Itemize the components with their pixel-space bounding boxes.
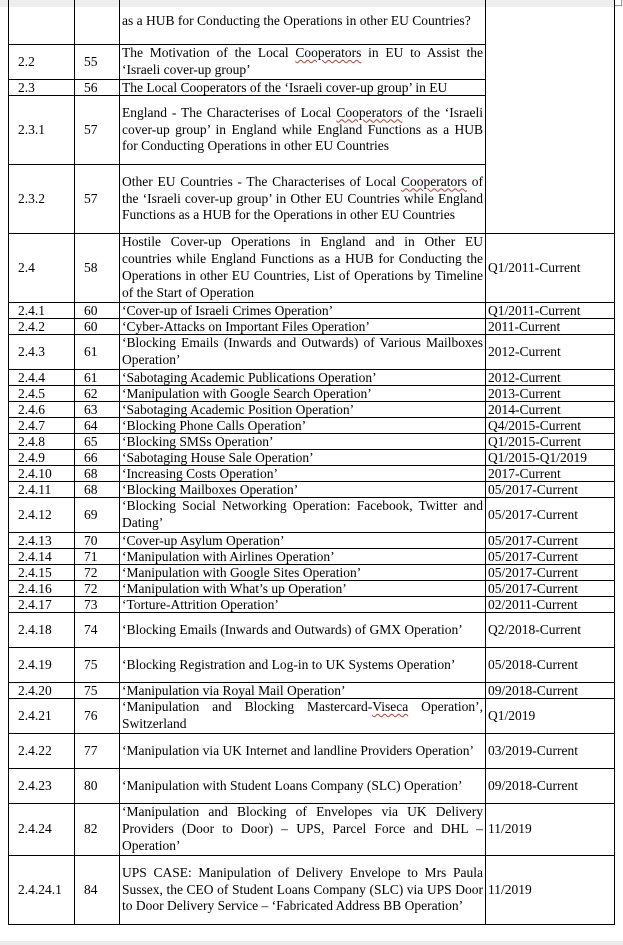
section-title: The Local Cooperators of the ‘Israeli cover-up group’ in EU bbox=[120, 80, 486, 96]
table-row bbox=[9, 434, 615, 450]
section-number: 2.4.10 bbox=[9, 466, 75, 482]
section-title: ‘Manipulation with What’s up Operation’ bbox=[120, 581, 486, 597]
section-number: 2.4.17 bbox=[9, 597, 75, 613]
section-number: 2.4.19 bbox=[9, 648, 75, 683]
page-number: 57 bbox=[75, 96, 120, 165]
section-title: ‘Manipulation and Blocking Mastercard-Viseca Operation’, Switzerland bbox=[120, 699, 486, 734]
section-title: ‘Blocking Phone Calls Operation’ bbox=[120, 418, 486, 434]
timeline-cell: 05/2017-Current bbox=[486, 549, 615, 565]
timeline-cell: 11/2019 bbox=[486, 804, 615, 856]
timeline-cell: Q4/2015-Current bbox=[486, 418, 615, 434]
table-row bbox=[9, 466, 615, 482]
section-number: 2.4.16 bbox=[9, 581, 75, 597]
section-number: 2.4.14 bbox=[9, 549, 75, 565]
section-number: 2.4.23 bbox=[9, 769, 75, 804]
page-number: 65 bbox=[75, 434, 120, 450]
section-number: 2.4.8 bbox=[9, 434, 75, 450]
spellcheck-mark: Cooperators bbox=[180, 80, 247, 95]
section-title: ‘Cyber-Attacks on Important Files Operation’ bbox=[120, 319, 486, 335]
section-number: 2.4.7 bbox=[9, 418, 75, 434]
spellcheck-mark: Cooperators bbox=[336, 104, 403, 120]
page-number: 55 bbox=[75, 45, 120, 80]
page-number: 60 bbox=[75, 319, 120, 335]
page-number: 61 bbox=[75, 335, 120, 370]
table-row bbox=[9, 699, 615, 734]
table-row bbox=[9, 549, 615, 565]
section-number: 2.4.24 bbox=[9, 804, 75, 856]
timeline-cell: Q1/2019 bbox=[486, 699, 615, 734]
section-number: 2.4.12 bbox=[9, 498, 75, 533]
section-title: Other EU Countries - The Characterises of Local Cooperators of the ‘Israeli cover-up group’ in Other EU Countries while England Functions as a HUB for the Operations in other EU Countries bbox=[120, 165, 486, 234]
spellcheck-mark: Cooperators bbox=[401, 173, 468, 189]
timeline-cell: 2011-Current bbox=[486, 319, 615, 335]
section-number: 2.4.3 bbox=[9, 335, 75, 370]
section-number: 2.2 bbox=[9, 45, 75, 80]
table-row bbox=[9, 648, 615, 683]
table-row bbox=[9, 370, 615, 386]
page-number: 70 bbox=[75, 533, 120, 549]
timeline-cell bbox=[486, 0, 615, 234]
section-title: ‘Cover-up of Israeli Crimes Operation’ bbox=[120, 303, 486, 319]
table-row bbox=[9, 683, 615, 699]
timeline-cell: 03/2019-Current bbox=[486, 734, 615, 769]
table-row bbox=[9, 769, 615, 804]
page-number: 73 bbox=[75, 597, 120, 613]
timeline-cell: 2012-Current bbox=[486, 370, 615, 386]
timeline-cell: 09/2018-Current bbox=[486, 683, 615, 699]
section-title: UPS CASE: Manipulation of Delivery Envelope to Mrs Paula Sussex, the CEO of Student Loans Company (SLC) via UPS Door to Door Delivery Service – ‘Fabricated Address BB Operation’ bbox=[120, 856, 486, 925]
page-number: 84 bbox=[75, 856, 120, 925]
section-title: England - The Characterises of Local Cooperators of the ‘Israeli cover-up group’ in England while England Functions as a HUB for Conducting Operations in other EU Countries bbox=[120, 96, 486, 165]
section-title: ‘Blocking Social Networking Operation: Facebook, Twitter and Dating’ bbox=[120, 498, 486, 533]
section-title: ‘Blocking SMSs Operation’ bbox=[120, 434, 486, 450]
table-row bbox=[9, 533, 615, 549]
section-title: ‘Manipulation with Airlines Operation’ bbox=[120, 549, 486, 565]
table-row bbox=[9, 565, 615, 581]
section-number: 2.4.4 bbox=[9, 370, 75, 386]
section-title: ‘Cover-up Asylum Operation’ bbox=[120, 533, 486, 549]
table-row bbox=[9, 335, 615, 370]
table-row bbox=[9, 804, 615, 856]
page-number: 75 bbox=[75, 648, 120, 683]
section-number: 2.4.15 bbox=[9, 565, 75, 581]
page-number: 72 bbox=[75, 565, 120, 581]
timeline-cell: 2014-Current bbox=[486, 402, 615, 418]
section-title: ‘Blocking Registration and Log-in to UK Systems Operation’ bbox=[120, 648, 486, 683]
section-title: ‘Sabotaging House Sale Operation’ bbox=[120, 450, 486, 466]
contents-table-body bbox=[9, 0, 615, 925]
table-row bbox=[9, 597, 615, 613]
table-row bbox=[9, 450, 615, 466]
page-number: 61 bbox=[75, 370, 120, 386]
section-title: ‘Blocking Emails (Inwards and Outwards) of GMX Operation’ bbox=[120, 613, 486, 648]
section-title: The Motivation of the Local Cooperators in EU to Assist the ‘Israeli cover-up group’ bbox=[120, 45, 486, 80]
table-row bbox=[9, 613, 615, 648]
section-number: 2.3.2 bbox=[9, 165, 75, 234]
section-title: ‘Manipulation with Google Sites Operation’ bbox=[120, 565, 486, 581]
table-row bbox=[9, 386, 615, 402]
table-row bbox=[9, 734, 615, 769]
timeline-cell: Q1/2011-Current bbox=[486, 303, 615, 319]
section-number: 2.4.20 bbox=[9, 683, 75, 699]
timeline-cell: 05/2017-Current bbox=[486, 482, 615, 498]
section-title: ‘Increasing Costs Operation’ bbox=[120, 466, 486, 482]
section-number: 2.4.11 bbox=[9, 482, 75, 498]
timeline-cell: 2013-Current bbox=[486, 386, 615, 402]
timeline-cell: 02/2011-Current bbox=[486, 597, 615, 613]
table-row bbox=[9, 0, 615, 45]
timeline-cell: 05/2017-Current bbox=[486, 565, 615, 581]
spellcheck-mark: Viseca bbox=[372, 699, 409, 715]
section-title: Hostile Cover-up Operations in England and in Other EU countries while England Functions as a HUB for Conducting the Operations in other EU Countries, List of Operations by Timeline of the Start of Operation bbox=[120, 234, 486, 303]
page-number bbox=[75, 0, 120, 45]
page-number: 72 bbox=[75, 581, 120, 597]
section-number: 2.3 bbox=[9, 80, 75, 96]
section-number: 2.4.6 bbox=[9, 402, 75, 418]
timeline-cell: Q1/2015-Q1/2019 bbox=[486, 450, 615, 466]
contents-table bbox=[8, 0, 615, 925]
section-title: ‘Manipulation and Blocking of Envelopes via UK Delivery Providers (Door to Door) – UPS, Parcel Force and DHL – Operation’ bbox=[120, 804, 486, 856]
section-title: ‘Blocking Mailboxes Operation’ bbox=[120, 482, 486, 498]
timeline-cell: 09/2018-Current bbox=[486, 769, 615, 804]
page-number: 75 bbox=[75, 683, 120, 699]
section-title: ‘Manipulation via UK Internet and landline Providers Operation’ bbox=[120, 734, 486, 769]
timeline-cell: Q1/2015-Current bbox=[486, 434, 615, 450]
page-number: 74 bbox=[75, 613, 120, 648]
table-row bbox=[9, 482, 615, 498]
section-title: ‘Sabotaging Academic Publications Operation’ bbox=[120, 370, 486, 386]
table-row bbox=[9, 498, 615, 533]
page-number: 62 bbox=[75, 386, 120, 402]
page-number: 63 bbox=[75, 402, 120, 418]
table-row bbox=[9, 581, 615, 597]
table-row bbox=[9, 418, 615, 434]
section-title: ‘Blocking Emails (Inwards and Outwards) of Various Mailboxes Operation’ bbox=[120, 335, 486, 370]
spellcheck-mark: Cooperators bbox=[295, 45, 362, 61]
table-row bbox=[9, 234, 615, 303]
section-number: 2.4 bbox=[9, 234, 75, 303]
section-number: 2.3.1 bbox=[9, 96, 75, 165]
timeline-cell: 05/2017-Current bbox=[486, 498, 615, 533]
section-number: 2.4.21 bbox=[9, 699, 75, 734]
page-number: 82 bbox=[75, 804, 120, 856]
section-number: 2.4.2 bbox=[9, 319, 75, 335]
section-title: ‘Torture-Attrition Operation’ bbox=[120, 597, 486, 613]
page-number: 57 bbox=[75, 165, 120, 234]
timeline-cell: 05/2018-Current bbox=[486, 648, 615, 683]
section-number: 2.4.5 bbox=[9, 386, 75, 402]
page-number: 60 bbox=[75, 303, 120, 319]
timeline-cell: 2012-Current bbox=[486, 335, 615, 370]
window-bottom-edge bbox=[0, 941, 623, 945]
section-number: 2.4.13 bbox=[9, 533, 75, 549]
section-number: 2.4.24.1 bbox=[9, 856, 75, 925]
table-row bbox=[9, 856, 615, 925]
section-number: 2.4.9 bbox=[9, 450, 75, 466]
table-row bbox=[9, 402, 615, 418]
page-number: 66 bbox=[75, 450, 120, 466]
timeline-cell: Q1/2011-Current bbox=[486, 234, 615, 303]
page-number: 71 bbox=[75, 549, 120, 565]
section-title: ‘Manipulation with Google Search Operation’ bbox=[120, 386, 486, 402]
section-title: ‘Manipulation via Royal Mail Operation’ bbox=[120, 683, 486, 699]
timeline-cell: Q2/2018-Current bbox=[486, 613, 615, 648]
section-number: 2.4.1 bbox=[9, 303, 75, 319]
timeline-cell: 11/2019 bbox=[486, 856, 615, 925]
page-number: 69 bbox=[75, 498, 120, 533]
page-number: 58 bbox=[75, 234, 120, 303]
resize-handle-icon[interactable] bbox=[614, 0, 622, 6]
page-number: 68 bbox=[75, 466, 120, 482]
section-title: ‘Sabotaging Academic Position Operation’ bbox=[120, 402, 486, 418]
table-row bbox=[9, 319, 615, 335]
page-number: 64 bbox=[75, 418, 120, 434]
page-number: 76 bbox=[75, 699, 120, 734]
timeline-cell: 2017-Current bbox=[486, 466, 615, 482]
section-title: ‘Manipulation with Student Loans Company (SLC) Operation’ bbox=[120, 769, 486, 804]
section-title: as a HUB for Conducting the Operations in other EU Countries? bbox=[120, 0, 486, 45]
timeline-cell: 05/2017-Current bbox=[486, 533, 615, 549]
page-number: 68 bbox=[75, 482, 120, 498]
page-number: 77 bbox=[75, 734, 120, 769]
page-number: 56 bbox=[75, 80, 120, 96]
section-number bbox=[9, 0, 75, 45]
page-number: 80 bbox=[75, 769, 120, 804]
timeline-cell: 05/2017-Current bbox=[486, 581, 615, 597]
section-number: 2.4.18 bbox=[9, 613, 75, 648]
table-row bbox=[9, 303, 615, 319]
section-number: 2.4.22 bbox=[9, 734, 75, 769]
